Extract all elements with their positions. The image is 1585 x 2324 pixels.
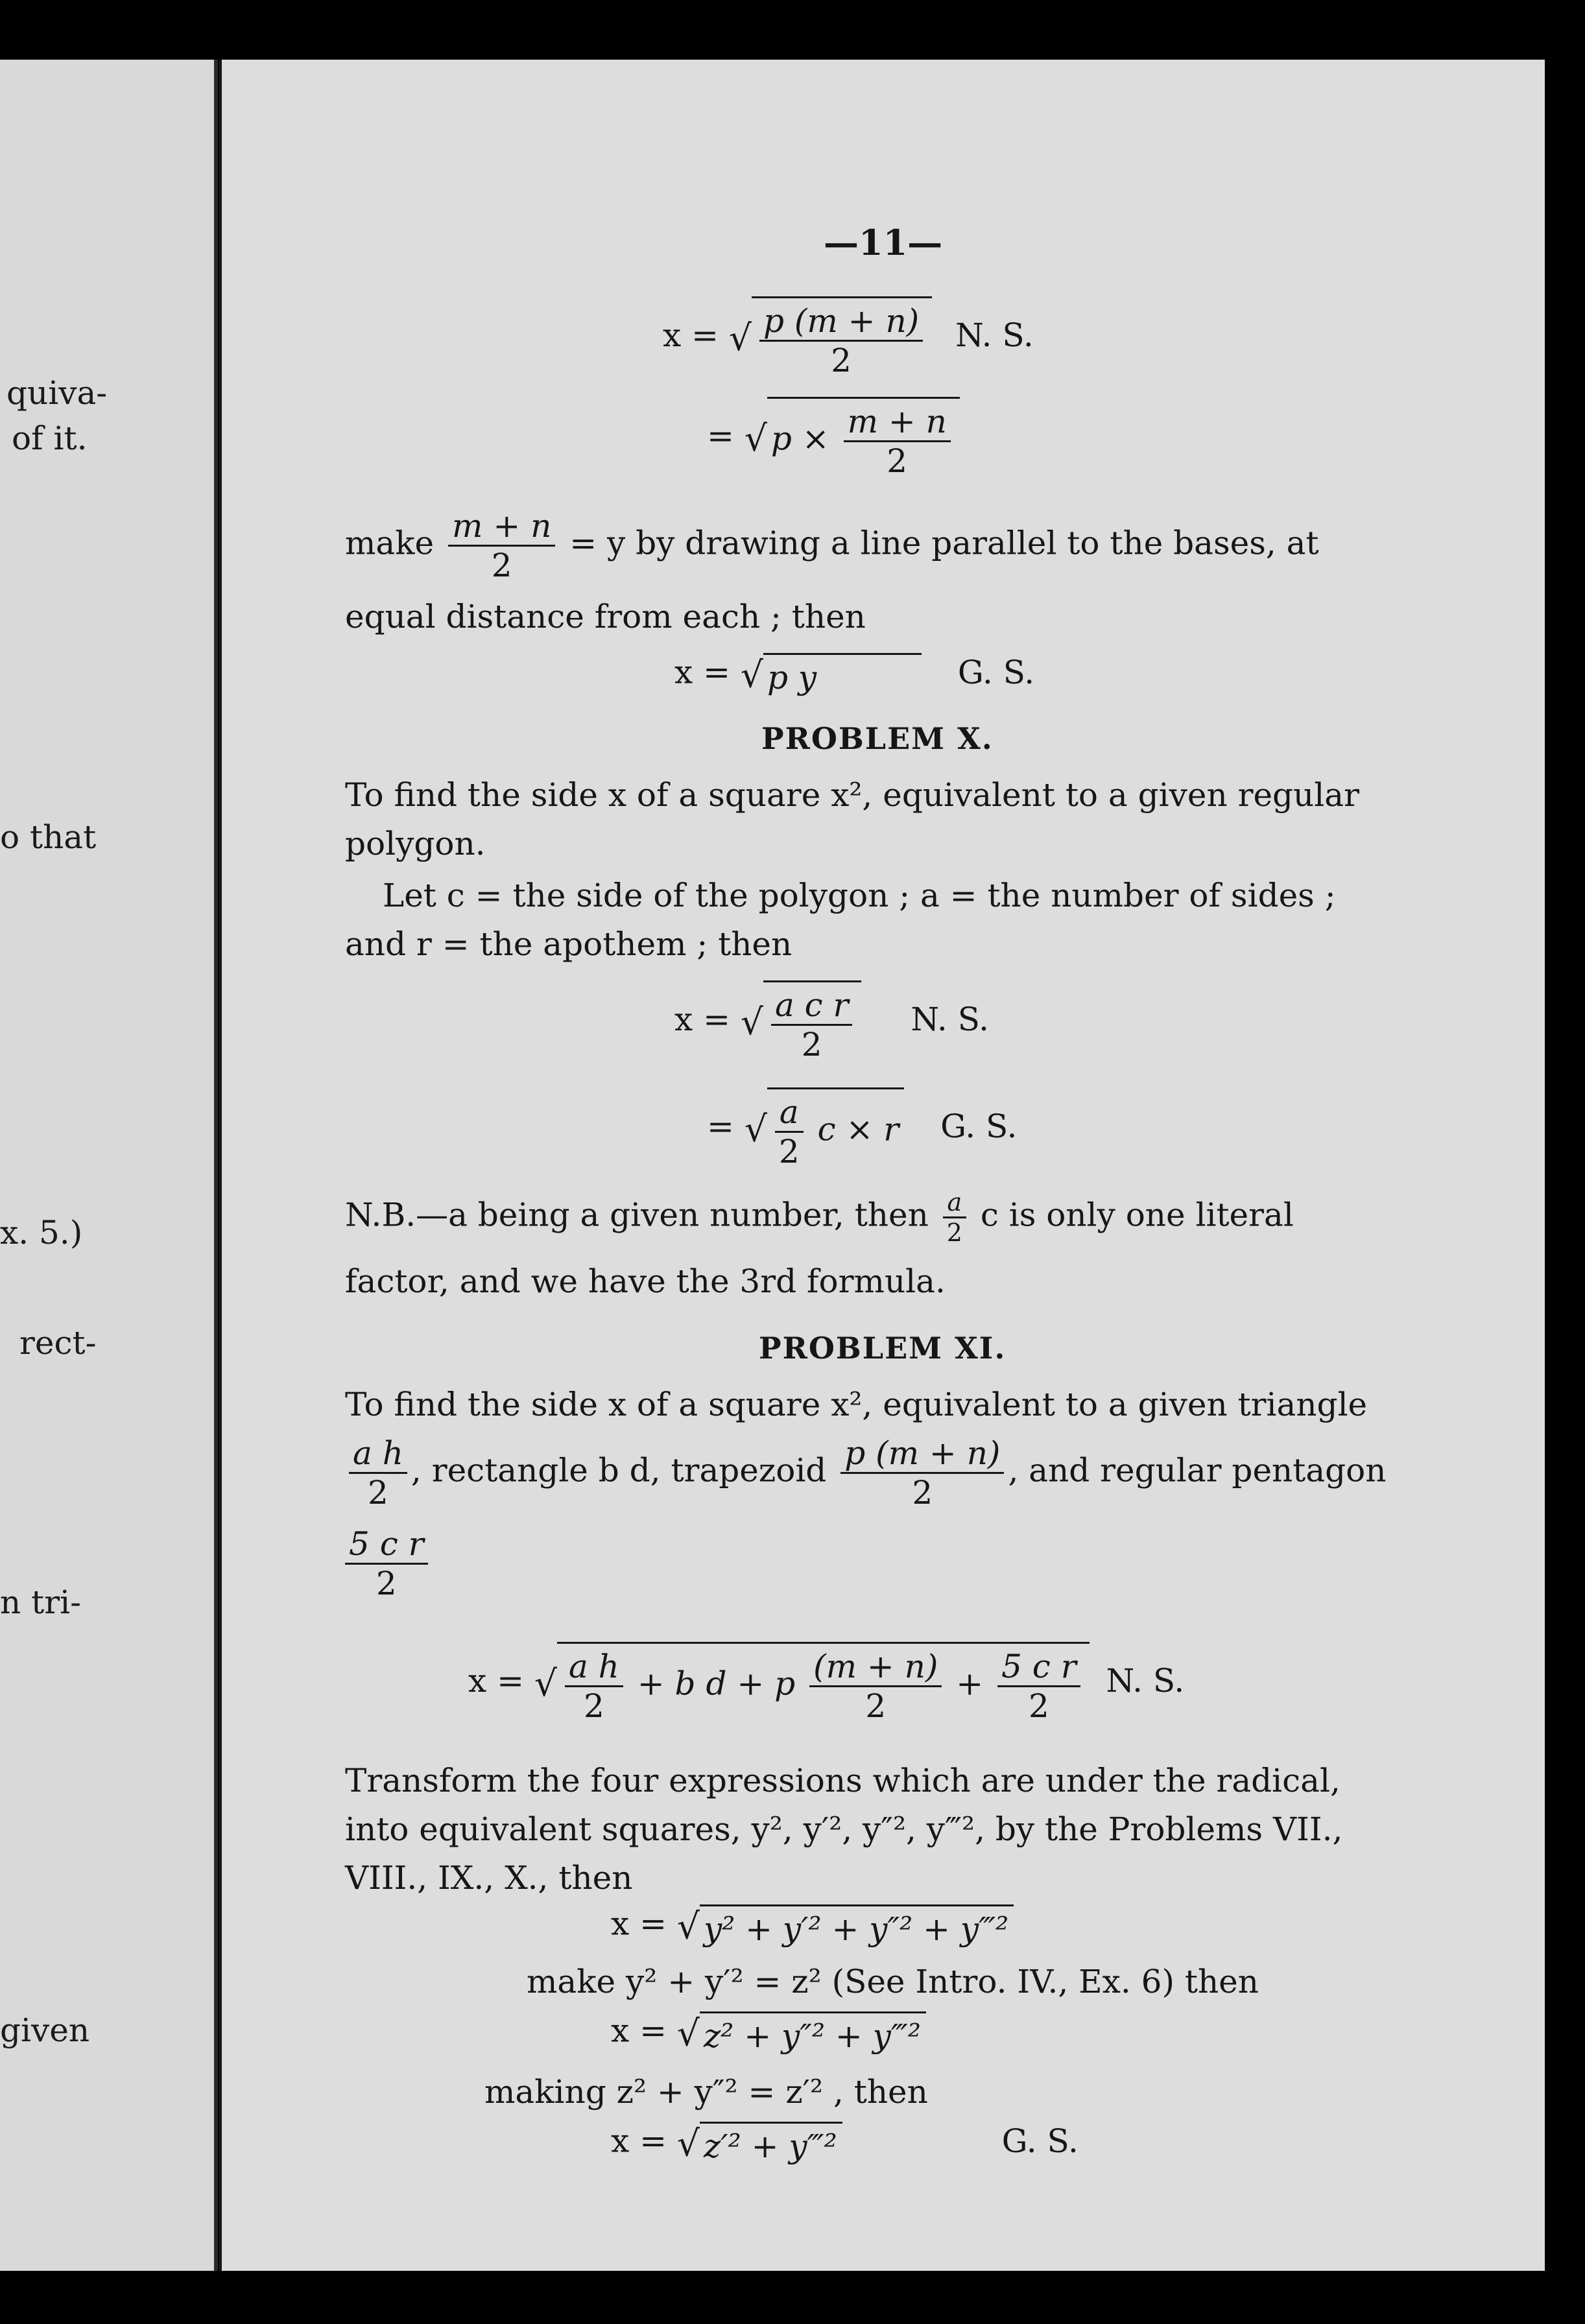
problem-xi-title: PROBLEM XI. [759,1331,1007,1366]
equation-x-gs: x = √ p y G. S. [674,653,1035,696]
left-fragment: o that [0,818,97,856]
nb-line: N.B.—a being a given number, then $\frac{a}{2}$ c is only one literal [345,1188,1294,1247]
text-line: To find the side x of a square x², equivalent to a given regular [345,776,1359,814]
left-fragment: given [0,2011,90,2049]
pentagon-fraction: $\frac{\text{5 c r}}{2}$ [345,1525,428,1602]
problem-xi-figures-line: $\frac{\text{a h}}{2}$ , rectangle b d, trapezoid $\frac{p (m + n)}{2}$ , and regular pentagon [345,1434,1386,1512]
text-line: VIII., IX., X., then [345,1859,633,1897]
left-fragment: quiva- [6,374,108,412]
problem-x-title: PROBLEM X. [761,721,994,756]
left-fragment: of it. [12,420,88,457]
text-line: polygon. [345,825,486,862]
equation-y-sum: x = √ y² + y′² + y″² + y‴² [611,1904,1014,1948]
page-number: —11— [824,222,943,263]
right-page [222,60,1545,2271]
equation-acr-ns: x = √ $\frac{\text{a c r}}{2}$ N. S. [674,980,989,1063]
text-line: making z² + y″² = z′² , then [484,2073,928,2111]
equation-z-sum: x = √ z² + y″² + y‴² [611,2011,926,2055]
make-mn-line: make $\frac{m + n}{2}$ = y by drawing a line parallel to the bases, at [345,507,1319,584]
text-line: Let c = the side of the polygon ; a = the number of sides ; [383,877,1336,914]
equation-acr-gs: = √ $\frac{a}{2}$ c × r G. S. [707,1087,1017,1170]
text-line: into equivalent squares, y², y′², y″², y‴², by the Problems VII., [345,1810,1343,1848]
text-line: and r = the apothem ; then [345,925,792,963]
equation-sum-ns: x = √ $\frac{\text{a h}}{2}$ + b d + p $\frac{(m + n)}{2}$ + $\frac{\text{5 c r}}{2}$ N. S. [468,1642,1184,1725]
text-line: Transform the four expressions which are under the radical, [345,1762,1341,1799]
text-line: To find the side x of a square x², equivalent to a given triangle [345,1386,1368,1423]
equation-final-gs: x = √ z′² + y‴² G. S. [611,2122,1079,2165]
text-line: equal distance from each ; then [345,598,866,635]
left-fragment: n tri- [0,1583,81,1621]
left-page-margin [0,60,218,2271]
left-fragment: x. 5.) [0,1214,83,1251]
equation-x-rewrite: = √ p × $\frac{m + n}{2}$ [707,397,960,480]
equation-x-ns: x = √ $\frac{p (m + n)}{2}$ N. S. [663,296,1034,379]
left-fragment: rect- [19,1324,97,1362]
text-line: make y² + y′² = z² (See Intro. IV., Ex. 6) then [527,1963,1259,2000]
text-line: factor, and we have the 3rd formula. [345,1263,946,1300]
